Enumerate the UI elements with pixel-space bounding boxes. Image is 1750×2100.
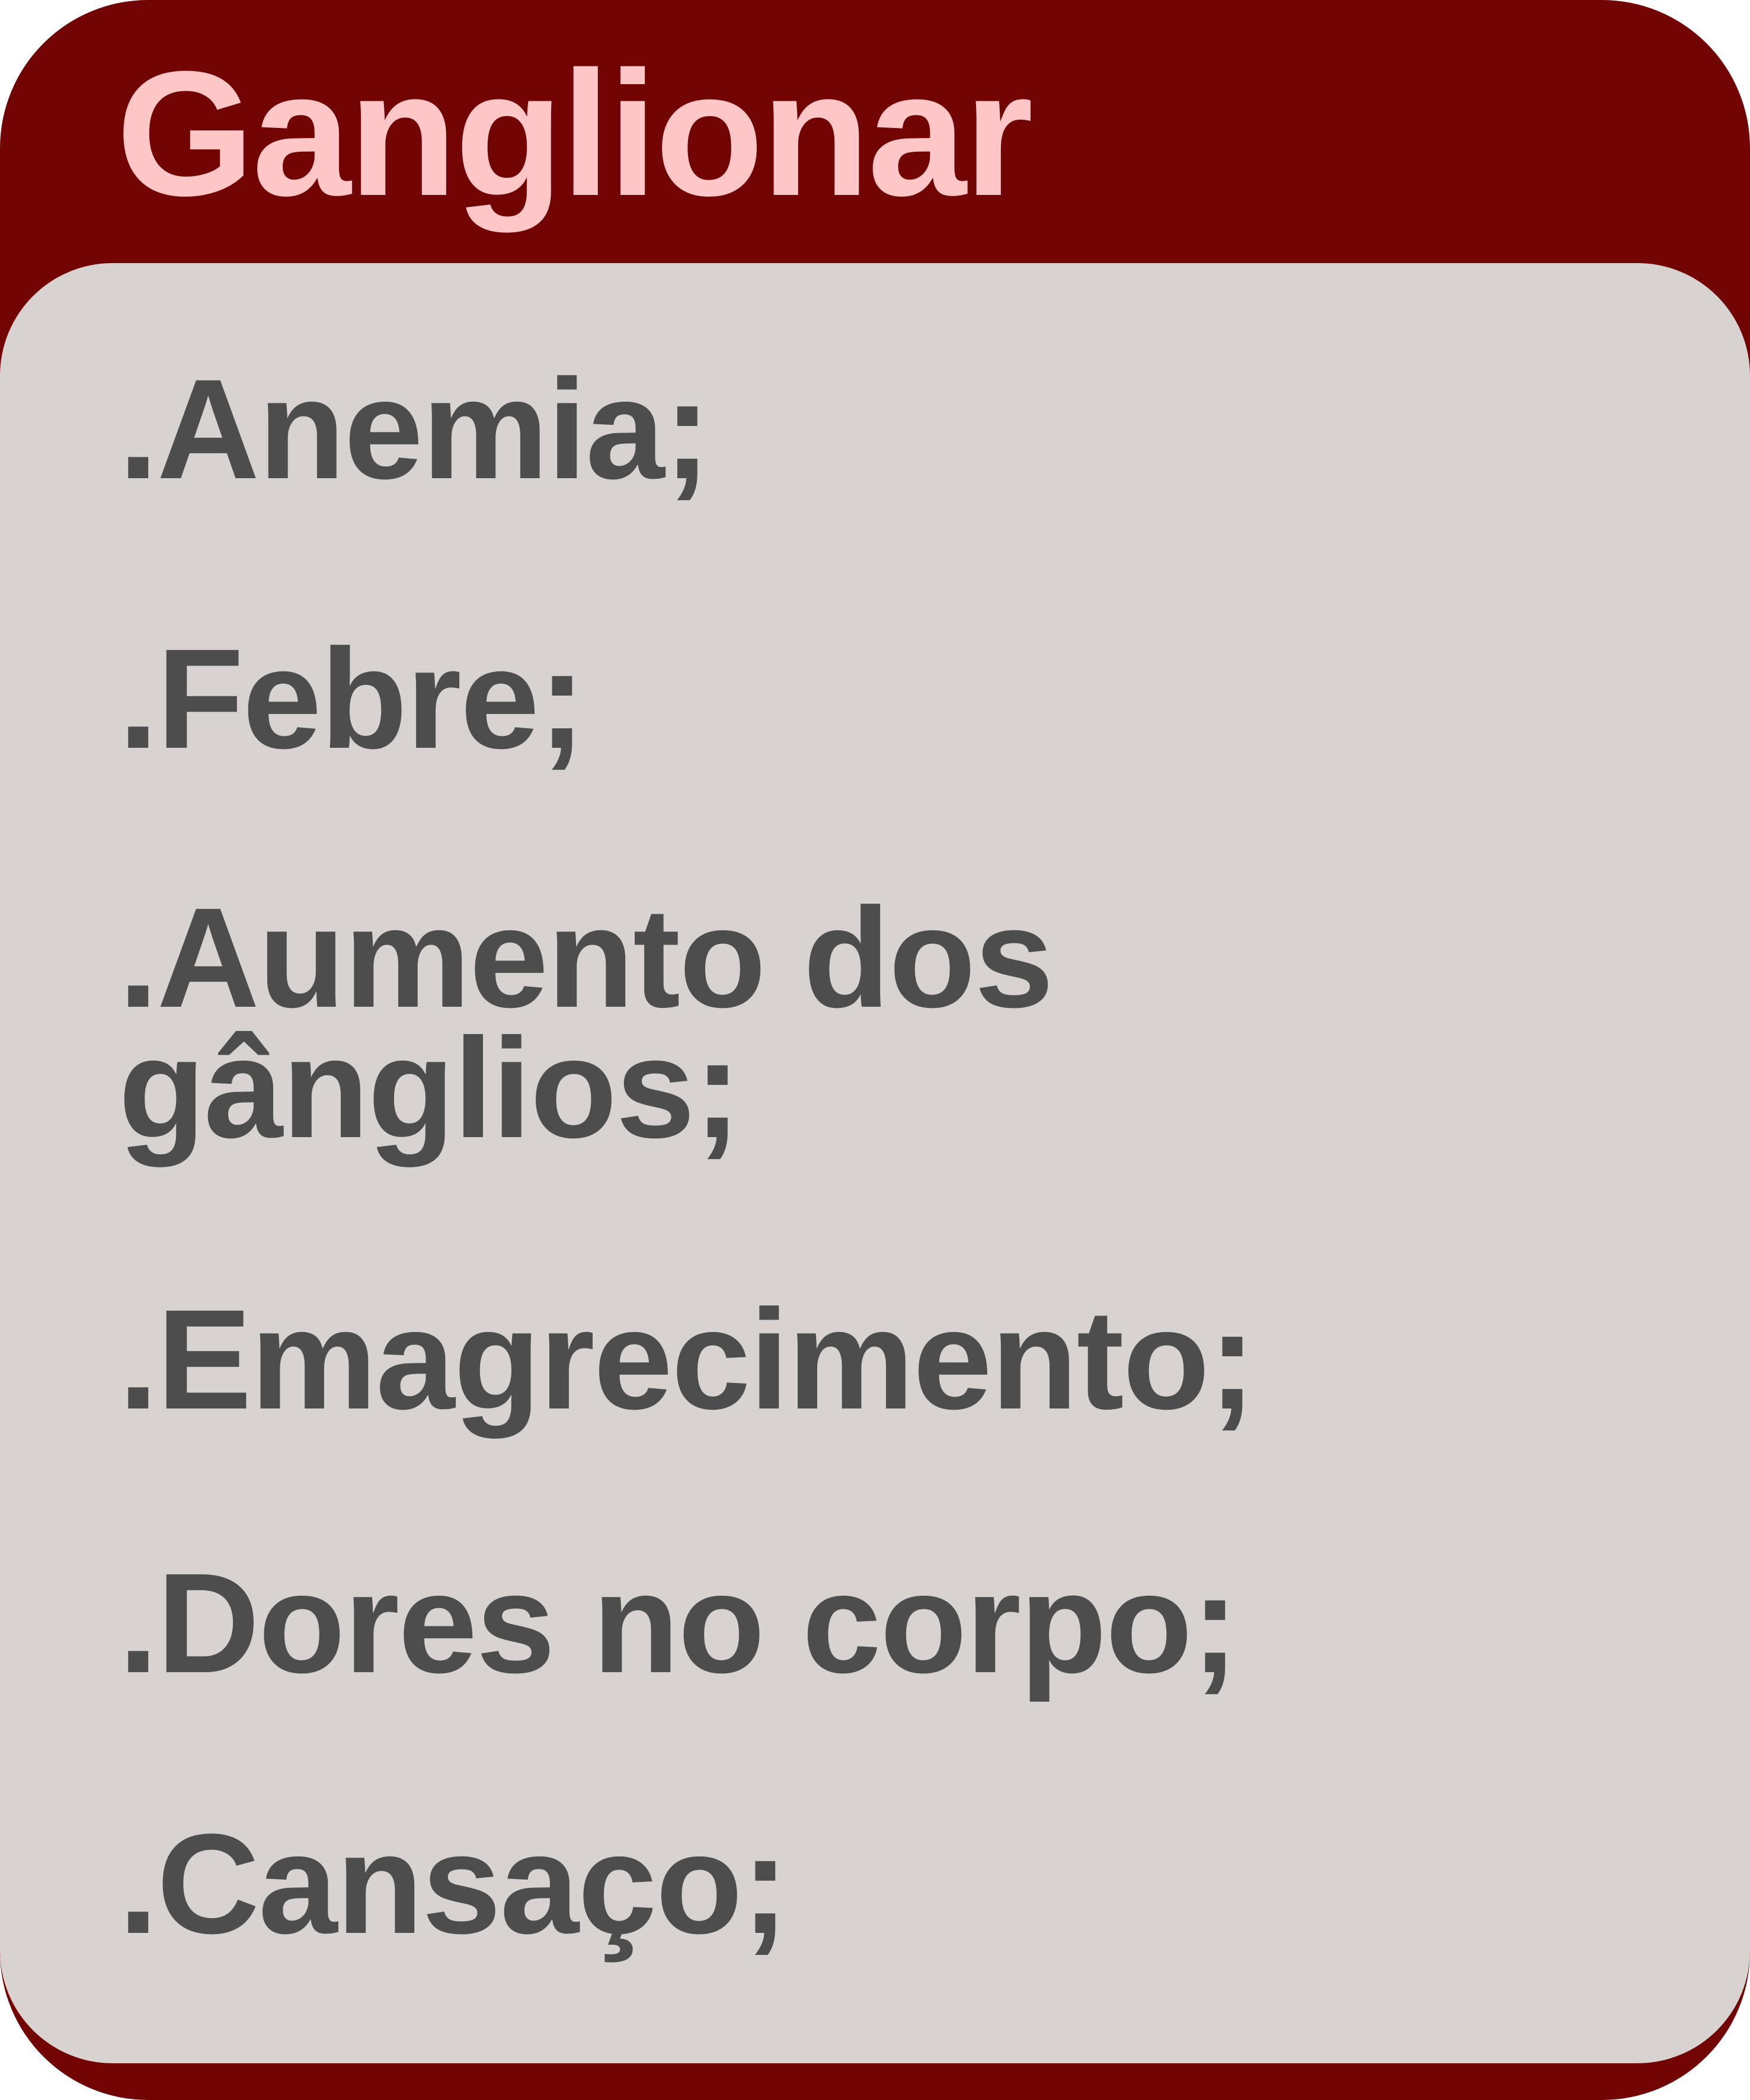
symptom-item-anemia: .Anemia; xyxy=(119,350,710,508)
symptom-item-aumento-dos-ganglios: .Aumento dos gânglios; xyxy=(119,878,1052,1167)
symptom-item-cansaco: .Cansaço; xyxy=(119,1804,788,1963)
symptom-item-febre: .Febre; xyxy=(119,619,585,778)
symptom-item-dores-no-corpo: .Dores no corpo; xyxy=(119,1544,1238,1702)
symptom-item-emagrecimento: .Emagrecimento; xyxy=(119,1280,1255,1439)
card-title: Ganglionar xyxy=(116,34,1031,233)
symptom-list xyxy=(0,263,1750,2063)
